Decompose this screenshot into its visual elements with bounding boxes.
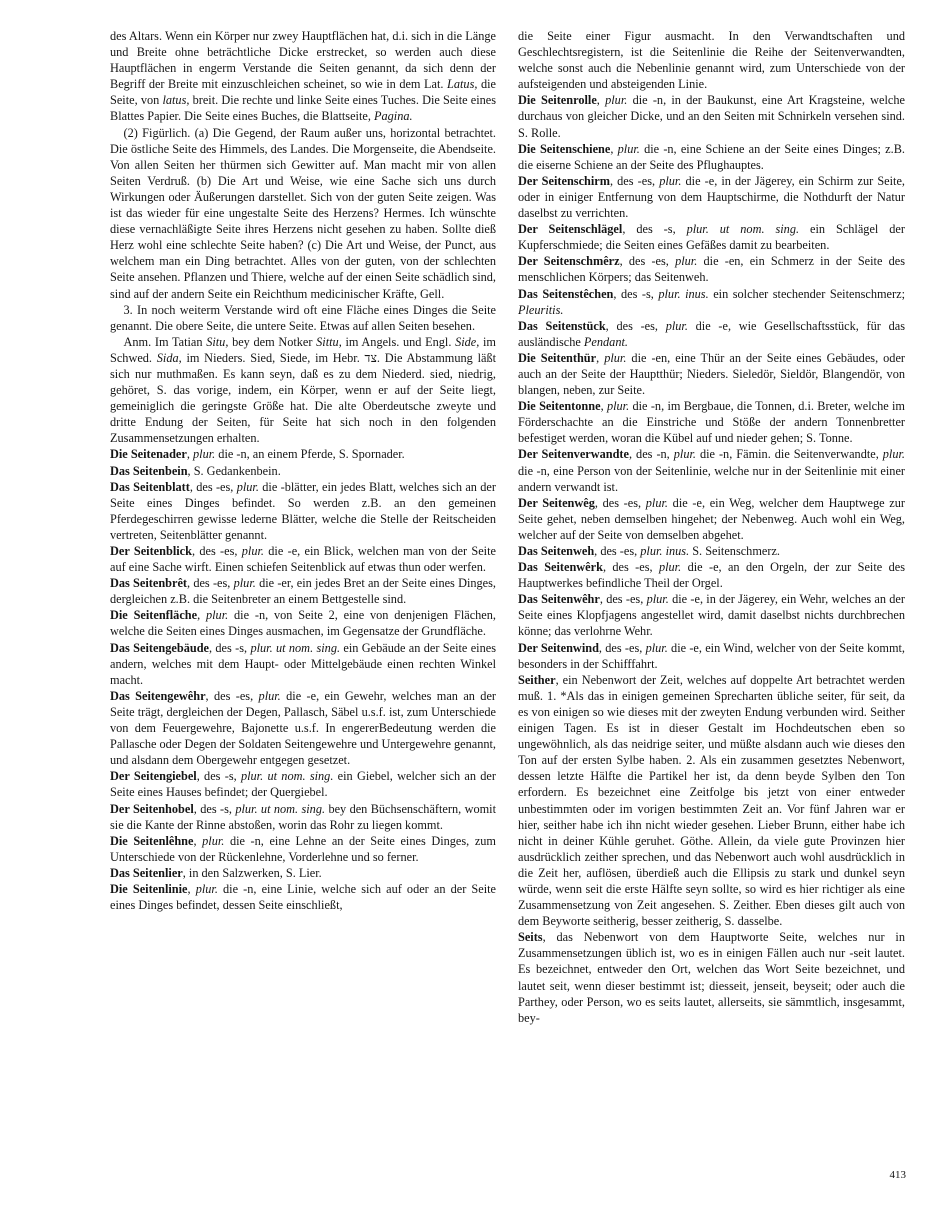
italic-term: plur. (236, 479, 259, 494)
entry-seitenflaeche (110, 607, 496, 639)
text-run: 3. In noch weiterm Verstande wird oft eine Fläche eines Dinges die Seite genannt. Die obere Seite, die untere Seite. Etwas auf allen Seiten besehen. (110, 302, 496, 333)
italic-term: Pagina. (373, 109, 413, 124)
headword: Die Seitenlinie (110, 881, 188, 896)
text-run: ein Giebel, welcher sich an der Seite eines Hauses befindet; der Quergiebel. (110, 769, 496, 800)
entry-seitentonne (518, 398, 905, 446)
text-run: die -n, in der Baukunst, eine Art Kragsteine, welche durchaus von gleicher Dicke, und an den Seiten mit Schnirkeln versehen sind. S. Rolle. (518, 93, 905, 140)
italic-term: plur. ut nom. sing. (240, 769, 334, 784)
text-run: , des -es, (609, 173, 660, 188)
headword: Der Seitenwind (518, 640, 599, 655)
headword: Die Seitentonne (518, 399, 601, 414)
italic-term: plur. ut nom. sing. (235, 801, 326, 816)
headword: Der Seitenschmêrz (518, 254, 620, 269)
text-run: , des -es, (619, 254, 676, 269)
left-column (110, 28, 496, 913)
text-run: die -e, an den Orgeln, der zur Seite des Hauptwerkes befindliche Theil der Orgel. (518, 560, 905, 591)
text-run: ein solcher stechender Seitenschmerz; (708, 286, 905, 301)
text-run: , (197, 608, 206, 623)
text-run: , (600, 399, 607, 414)
text-run: die -blätter, ein jedes Blatt, welches sich an der Seite eines Dinges befindet. So werden z.B. an den gemeinen Pferdegeschirren gewisse lederne Blätter, welche die Stelle der Reitscheiden vertreten, Seitenblätter genannt. (110, 479, 496, 542)
entry-seitengebaeude (110, 640, 496, 688)
italic-term: plur. (645, 495, 668, 510)
entry-seither (518, 672, 905, 930)
text-run: die -e, wie Gesellschaftsstück, für das ausländische (518, 318, 905, 349)
text-run: die Seite einer Figur ausmacht. In den Verwandtschaften und Geschlechtsregistern, ist die Seitenlinie die Reihe der Seitenverwandten, welche sonst auch die Nebenlinie genannt wird, zum Unterschiede von der aufsteigenden und absteigenden Linie. (518, 29, 905, 92)
headword: Der Seitenverwandte (518, 447, 629, 462)
text-run: die -n, an einem Pferde, S. Spornader. (215, 447, 405, 462)
entry-seitenader (110, 446, 496, 462)
italic-term: plur. (195, 881, 218, 896)
sense-3-paragraph (110, 302, 496, 334)
text-run: , (596, 93, 606, 108)
headword: Das Seitenstück (518, 318, 606, 333)
headword: Der Seitenschlägel (518, 222, 623, 237)
headword: Die Seitenader (110, 447, 187, 462)
text-run: im Angels. und Engl. (341, 334, 456, 349)
entry-seitenlehne (110, 833, 496, 865)
text-run: Anm. Im Tatian (123, 334, 207, 349)
text-run: die Seite, von (110, 77, 496, 108)
text-run: die -n, eine Linie, welche sich auf oder an der Seite eines Dinges befindet, dessen Seite einschließt, (110, 881, 496, 913)
text-run: die -er, ein jedes Bret an der Seite eines Dinges, dergleichen z.B. die Seitenbreter an einem Bettgestelle sind. (110, 576, 496, 607)
italic-term: plur. (241, 544, 264, 558)
right-column (518, 28, 905, 1026)
italic-term: Pleuritis. (518, 302, 564, 317)
italic-term: plur. inus. (658, 286, 709, 301)
text-run: , des -es, (205, 688, 259, 703)
text-run: die -n, Fämin. die Seitenverwandte, (695, 447, 883, 462)
text-run: die -n, im Bergbaue, die Tonnen, d.i. Breter, welche im Förderschachte an die Einstriche und Stöße der andern Tonnenbretter befestiget werden, woran die Kübel auf und nieder gehen; S. Tonne. (518, 399, 905, 446)
headword: Das Seitenbrêt (110, 576, 188, 591)
entry-seitenstueck (518, 318, 905, 350)
entry-seitenhobel (110, 801, 496, 833)
text-run: , des -s, (193, 801, 236, 816)
text-run: die -e, in der Jägerey, ein Schirm zur Seite, oder in einiger Entfernung von dem Hauptschirme, die Nothdurft der Natur daselbst zu verrichten. (518, 173, 905, 221)
headword: Seits (518, 930, 543, 945)
text-run: breit. Die rechte und linke Seite eines Tuches. Die Seite eines Blattes Papier. Die Seite eines Buches, die Blattseite, (110, 93, 497, 124)
text-run: , (610, 141, 618, 156)
headword: Seither (518, 672, 556, 687)
italic-term: Sida, (156, 350, 182, 365)
headword: Der Seitenhobel (110, 801, 194, 816)
headword: Das Seitenlier (110, 865, 183, 880)
italic-term: latus, (162, 93, 190, 108)
italic-term: Side, (455, 334, 480, 349)
text-run: die -n, eine Person von der Seitenlinie, welche nur in der Seitenlinie mit einer andern verwandt ist. (518, 463, 905, 494)
text-run: die -en, eine Thür an der Seite eines Gebäudes, oder auch an der Seite der Hauptthür; Nieders. Sieledör, Sieldör, Blangendör, von blangen, neben, zur Seite. (518, 350, 906, 398)
text-run: , des -es, (189, 479, 237, 494)
text-run: die -e, ein Weg, welcher dem Hauptwege zur Seite gehet, neben demselben hingehet; der Nebenweg. Auch wohl ein Weg, welcher auf der Seite von demselben abgehet. (518, 495, 905, 542)
italic-term: plur. (659, 173, 682, 188)
text-run: , ein Nebenwort der Zeit, welches auf doppelte Art betrachtet werden muß. 1. *Als das in einigen gemeinen Sprecharten übliche seiter, für seit, da es von einigen so wie dieses mit der zweyten Endung verbunden wird. Seither einigen Tagen. Es ist in dieser Gestalt im Hochdeutschen eben so ungewöhnlich, als das neidrige seiter, und müßte alsdann auch wie dieses den Ton auf der ersten Sylbe haben. 2. Als ein zusammen gesetztes Nebenwort, dessen letzte Hälfte die Partikel her ist, da denn beyde Sylben den Ton erfordern. Es bezeichnet eine Zeitfolge bis jetzt von einer entweder unbestimmten oder im vorigen bestimmten Zeit an. Vor fünf Jahren war er hier, seither habe ich ihn nicht wieder gesehen. Lieber Brunn, either habe ich nicht in deiner Kühle geruhet. Göthe. Allein, da viele gute Provinzen hier ausdrücklich zeither sprechen, und das Nebenwort auch wohl ausdrücklich in die Zeit her, auflösen, überdieß auch die Ellipsis zu stark und dunkel seyn würde, wenn seit die erste Hälfte seyn sollte, so wird es hier richtiger als eine Zusammensetzung von Zeit angesehen. S. Zeither. Eben dieses gilt auch von dem Beyworte seitherig, besser zeitherig, S. dasselbe. (518, 672, 905, 929)
italic-term: plur. (675, 254, 698, 269)
text-run: , des -s, (622, 222, 687, 237)
headword: Das Seitengewêhr (110, 688, 206, 703)
text-run: die -en, ein Schmerz in der Seite des menschlichen Körpers; das Seitenweh. (518, 254, 905, 285)
text-run: die -n, von Seite 2, eine von denjenigen Flächen, welche die Seiten eines Dinges ausmachen, im Gegensatze der Grundfläche. (110, 608, 496, 639)
text-run: im Nieders. Sied, Siede, im Hebr. צד. Die Abstammung läßt sich nur muthmaßen. Es kann seyn, daß es zu dem Niederd. sied, niedrig, gehöret, S. das vorige, indem, ein Körper, wenn er auf der Seite liegt, gemeiniglich die geringste Größe hat. Die alte Oberdeutsche zweyte und dritte Endung der Seiten, für Seite hat sich noch in den folgenden Zusammensetzungen erhalten. (110, 350, 497, 446)
text-run: die -e, ein Gewehr, welches man an der Seite trägt, dergleichen der Degen, Pallasch, Säbel u.s.f. ist, zum Unterschiede von dem Feuergewehre, Bajonette u.s.f. In engererBedeutung werden die Pallasche oder Degen der Soldaten Seitengewehre und Untergewehre genannt, und alsdann dem Obergewehr entgegen gesetzet. (110, 688, 496, 768)
text-run: , (193, 833, 203, 848)
text-run: , des -es, (191, 544, 242, 558)
intro-paragraph (110, 28, 496, 125)
headword: Das Seitenweh (518, 544, 595, 558)
italic-term: plur. (202, 833, 225, 848)
entry-seitenschmerz (518, 253, 905, 285)
headword: Die Seitenrolle (518, 93, 597, 108)
seitenlinie-continued (518, 28, 905, 92)
headword: Das Seitenwêrk (518, 560, 603, 575)
text-run: bey dem Notker (228, 334, 317, 349)
entry-seitenverwandte (518, 446, 905, 494)
italic-term: plur. (658, 560, 682, 575)
entry-seitengewehr (110, 688, 496, 768)
entry-seitenschiene (518, 141, 905, 173)
text-run: ein Gebäude an der Seite eines andern, welches mit dem Haupt- oder Mittelgebäude einen rechten Winkel macht. (110, 640, 496, 687)
entry-seitenblick (110, 543, 496, 575)
headword: Das Seitenstêchen (518, 286, 614, 301)
italic-term: plur. (605, 93, 628, 108)
headword: Der Seitengiebel (110, 769, 197, 784)
text-run: , des -es, (602, 560, 659, 575)
text-run: die -e, in der Jägerey, ein Wehr, welches an der Seite eines Klopfjagens angestellet wird, damit daselbst nichts durchbrechen könne; das verlohrne Wehr. (518, 592, 905, 639)
italic-term: plur. (604, 350, 627, 365)
text-run: , des -es, (594, 495, 646, 510)
entry-seitenweg (518, 495, 905, 543)
text-run: , (596, 350, 605, 365)
headword: Das Seitengebäude (110, 640, 209, 655)
italic-term: plur. inus. (640, 544, 690, 558)
entry-seitenwerk (518, 559, 905, 591)
italic-term: plur. (617, 141, 640, 156)
entry-seits (518, 929, 905, 1026)
text-run: , des -es, (187, 576, 234, 591)
text-run: , das Nebenwort von dem Hauptworte Seite, welches nur in Zusammensetzungen üblich ist, wo es in einigen Fällen auch nur -seit lautet. Es bezeichnet, entweder den Ort, welchen das Wort Seite bezeichnet, und lautet seit, wenn dieser bestimmt ist; diesseit, jenseit, beyseit; oder auch die Parthey, oder Person, wo es seits lautet, allerseits, sie sämmtlich, insgesammt, bey- (518, 930, 905, 1025)
italic-term: Sittu, (316, 334, 342, 349)
headword: Die Seitenschiene (518, 141, 611, 156)
text-run: ein Schlägel der Kupferschmiede; die Seiten eines Gefäßes damit zu bearbeiten. (518, 222, 905, 253)
entry-seitenweh (518, 543, 905, 559)
entry-seitenlinie (110, 881, 496, 913)
entry-seitenschlaegel (518, 221, 905, 253)
italic-term: plur. ut nom. sing. (686, 222, 800, 237)
text-run: , des -s, (613, 286, 659, 301)
entry-seitenwehr (518, 591, 905, 639)
text-run: , (186, 447, 193, 462)
entry-seitenwind (518, 640, 905, 672)
italic-term: plur. (205, 608, 229, 623)
text-run: , des -es, (598, 640, 646, 655)
italic-term: plur. (882, 447, 905, 462)
headword: Die Seitenfläche (110, 608, 198, 623)
entry-seitenschirm (518, 173, 905, 221)
italic-term: Pendant. (583, 334, 628, 349)
italic-term: plur. ut nom. sing. (250, 640, 341, 655)
text-run: die -e, ein Blick, welchen man von der Seite auf eine Sache wirft. Einen schiefen Seitenblick auf etwas thun oder werfen. (110, 544, 496, 575)
italic-term: Latus, (447, 77, 478, 92)
text-run: , des -s, (209, 640, 251, 655)
entry-seitengiebel (110, 768, 496, 800)
headword: Der Seitenblick (110, 544, 192, 558)
text-run: , des -es, (594, 544, 641, 558)
text-run: , des -es, (605, 318, 666, 333)
headword: Die Seitenlêhne (110, 833, 194, 848)
headword: Das Seitenwêhr (518, 592, 600, 607)
text-run: , S. Gedankenbein. (187, 463, 281, 478)
entry-seitenlier (110, 865, 496, 881)
italic-term: plur. (665, 318, 688, 333)
italic-term: plur. (193, 447, 216, 462)
text-run: (2) Figürlich. (a) Die Gegend, der Raum außer uns, horizontal betrachtet. Die östliche Seite des Himmels, des Landes. Die Morgenseite, die Abendseite. Von allen Seiten her thürmen sich Gewitter auf. Man macht mir von allen Seiten Verdruß. (b) Die Art und Weise, wie eine Sache sich uns durch Wirkungen oder Äußerungen darstellet. Sich von der guten Seite zeigen. Was ist das wieder für eine ungestalte Seite des Herzens? Hermes. Ich wünschte diese vernachläßigte Seite ihres Herzens nicht gesehen zu haben. Sollte dieß Herz wohl eine schlechte Seite haben? (c) Die Art und Weise, der Punct, aus welchem man ein Ding betrachtet. Alles von der guten, von der schlechten Seite ansehen. Pflanzen und Thiere, welche auf der einen Seite schädlich sind, sind auf der andern Seite ein Reichthum medicinischer Kräfte, Gell. (110, 125, 496, 301)
text-run: , des -s, (196, 769, 241, 784)
headword: Die Seitenthür (518, 350, 597, 365)
headword: Das Seitenblatt (110, 479, 190, 494)
headword: Der Seitenschirm (518, 173, 610, 188)
text-run: die -e, ein Wind, welcher von der Seite kommt, besonders in der Schifffahrt. (518, 640, 906, 671)
text-run: die -n, eine Schiene an der Seite eines Dinges; z.B. die eiserne Schiene an der Seite des Pflughauptes. (518, 141, 905, 172)
text-run: , in den Salzwerken, S. Lier. (182, 865, 322, 880)
italic-term: plur. (233, 576, 256, 591)
entry-seitenstechen (518, 286, 905, 318)
sense-2-paragraph (110, 125, 496, 302)
text-run: S. Seitenschmerz. (689, 544, 780, 558)
text-run: des Altars. Wenn ein Körper nur zwey Hauptflächen hat, d.i. sich in die Länge und Breite ohne beträchtliche Dicke erstrecket, so werden auch diese Hauptflächen in engerm Verstande die Seiten genannt, da sich denn der Begriff der Breite mit einzuschleichen scheinet, so wie in dem Lat. (110, 29, 496, 92)
page-number: 413 (889, 1169, 906, 1181)
entry-seitenbein (110, 463, 496, 479)
text-run: im Schwed. (110, 334, 496, 365)
anmerkung-paragraph (110, 334, 496, 447)
text-run: , des -es, (599, 592, 647, 607)
entry-seitenbret (110, 575, 496, 607)
italic-term: plur. (606, 399, 630, 414)
text-run: bey den Büchsenschäftern, womit sie die Kante der Rinne abstoßen, worin das Rohr zu liegen kommt. (110, 801, 496, 832)
text-run: die -n, eine Lehne an der Seite eines Dinges, zum Unterschiede von der Rückenlehne, Vorderlehne und so ferner. (110, 833, 496, 864)
text-run: , des -n, (629, 447, 674, 462)
italic-term: plur. (645, 640, 668, 655)
headword: Der Seitenwêg (518, 495, 595, 510)
italic-term: Situ, (206, 334, 229, 349)
italic-term: plur. (673, 447, 696, 462)
italic-term: plur. (646, 592, 669, 607)
entry-seitenblatt (110, 479, 496, 543)
italic-term: plur. (258, 688, 281, 703)
entry-seitenthuer (518, 350, 905, 398)
headword: Das Seitenbein (110, 463, 188, 478)
text-run: , (187, 881, 196, 896)
entry-seitenrolle (518, 92, 905, 140)
